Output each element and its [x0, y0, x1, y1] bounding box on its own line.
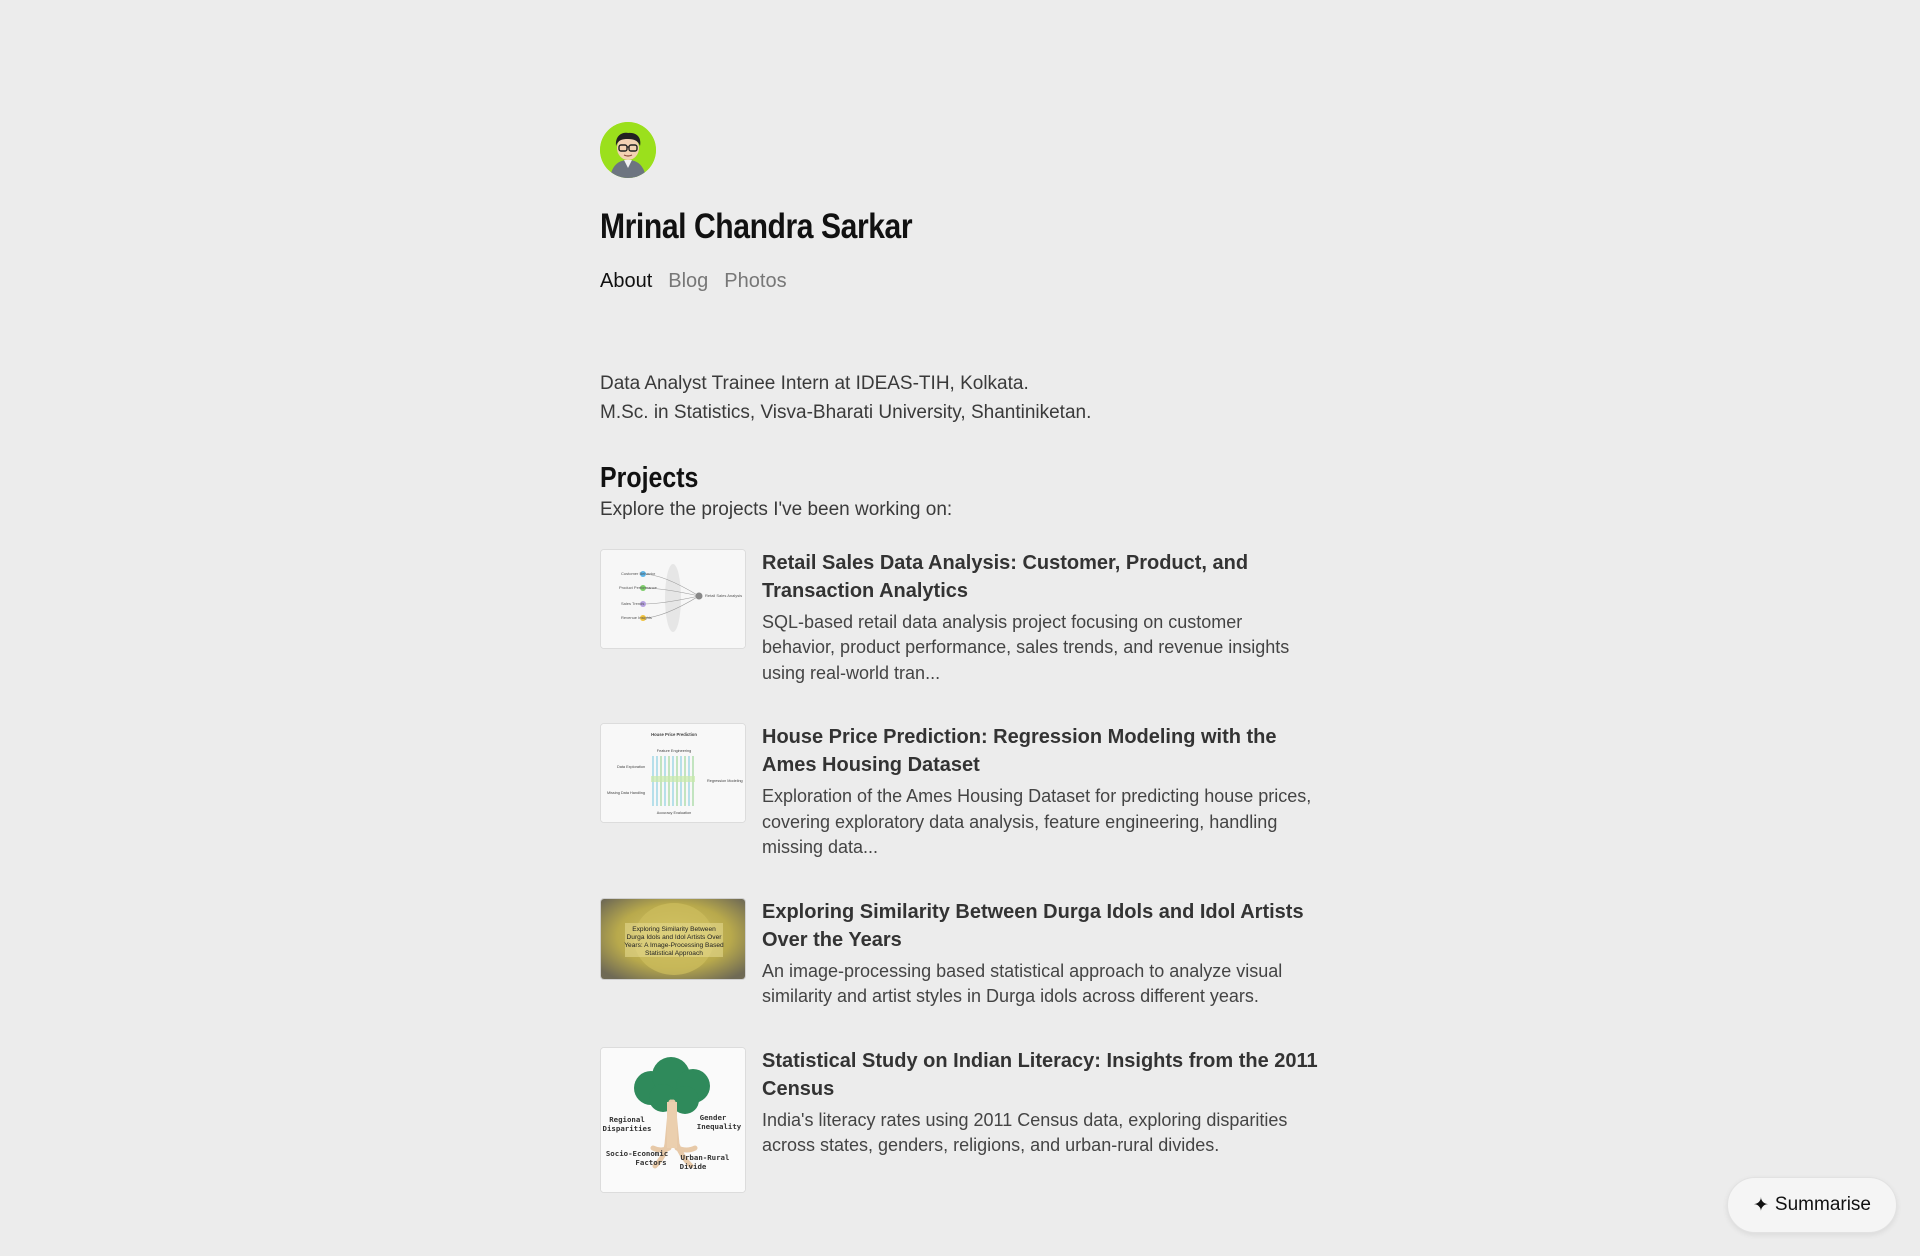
thumb-label: Years: A Image-Processing Based	[624, 941, 724, 949]
thumb-label: Retail Sales Analysis	[705, 592, 743, 598]
project-thumbnail[interactable]	[600, 898, 746, 980]
thumb-label: Inequality	[696, 1121, 742, 1131]
thumb-label: Socio-Economic	[605, 1148, 669, 1158]
thumb-label: Feature Engineering	[656, 749, 692, 754]
project-item-literacy[interactable]	[600, 1047, 1320, 1193]
projects-heading: Projects	[600, 462, 699, 494]
summarise-label: Summarise	[1774, 1194, 1871, 1215]
project-info	[762, 1047, 1320, 1193]
project-title[interactable]: Exploring Similarity Between Durga Idols and Idol Artists Over the Years	[762, 900, 1304, 951]
thumb-label: Sales Trends	[621, 600, 645, 606]
thumb-label: House Price Prediction	[651, 732, 697, 738]
thumb-label: Missing Data Handling	[607, 791, 645, 796]
thumb-label: Regression Modeling	[707, 779, 743, 784]
bio-line-education: M.Sc. in Statistics, Visva-Bharati University, Shantiniketan.	[600, 402, 1092, 423]
thumb-label: Data Exploration	[617, 765, 646, 770]
project-item-house-price[interactable]	[600, 723, 1320, 861]
summarise-button[interactable]	[1727, 1177, 1897, 1233]
project-item-durga[interactable]	[600, 898, 1320, 1010]
project-info	[762, 898, 1320, 1010]
project-description: SQL-based retail data analysis project focusing on customer behavior, product performance, sales trends, and revenue insights using real-world tran...	[762, 611, 1290, 683]
project-title[interactable]: House Price Prediction: Regression Modeling with the Ames Housing Dataset	[762, 726, 1277, 777]
project-list	[600, 549, 1320, 1193]
project-description: Exploration of the Ames Housing Dataset for predicting house prices, covering exploratory data analysis, feature engineering, handling missing data...	[762, 786, 1312, 858]
bio-line-role: Data Analyst Trainee Intern at IDEAS-TIH, Kolkata.	[600, 373, 1029, 394]
thumb-label: Disparities	[602, 1123, 652, 1133]
thumb-label: Regional	[609, 1114, 645, 1124]
thumb-label: Accuracy Evaluation	[656, 811, 692, 816]
project-thumbnail[interactable]	[600, 549, 746, 649]
main-column	[600, 122, 1320, 1230]
idol-image-icon	[601, 899, 746, 980]
project-title[interactable]: Retail Sales Data Analysis: Customer, Product, and Transaction Analytics	[762, 551, 1249, 602]
avatar-icon[interactable]	[600, 122, 656, 178]
project-description: An image-processing based statistical approach to analyze visual similarity and artist styles in Durga idols across different years.	[762, 960, 1283, 1007]
thumb-label: Gender	[699, 1112, 727, 1122]
mindmap-icon	[601, 550, 746, 649]
project-title[interactable]: Statistical Study on Indian Literacy: Insights from the 2011 Census	[762, 1049, 1318, 1100]
sparkle-icon: ✦	[1753, 1194, 1769, 1216]
chart-icon	[601, 724, 746, 823]
thumb-label: Revenue Insights	[621, 614, 652, 620]
nav-about[interactable]: About	[600, 270, 653, 292]
thumb-label: Exploring Similarity Between	[632, 925, 716, 933]
project-info	[762, 723, 1320, 861]
project-item-retail[interactable]	[600, 549, 1320, 687]
project-description: India's literacy rates using 2011 Census data, exploring disparities across states, genders, religions, and urban-rural divides.	[762, 1109, 1288, 1156]
page-title: Mrinal Chandra Sarkar	[600, 207, 913, 246]
nav-blog[interactable]: Blog	[668, 270, 709, 292]
project-thumbnail[interactable]	[600, 723, 746, 823]
thumb-label: Divide	[679, 1161, 707, 1171]
thumb-label: Urban-Rural	[680, 1152, 730, 1162]
thumb-label: Statistical Approach	[645, 949, 703, 957]
thumb-label: Factors	[635, 1157, 667, 1167]
bio	[600, 369, 1320, 427]
thumb-label: Product Performance	[619, 584, 657, 590]
project-info	[762, 549, 1320, 687]
thumb-label: Durga Idols and Idol Artists Over	[626, 933, 722, 941]
projects-subtitle: Explore the projects I've been working on:	[600, 498, 953, 520]
nav-photos[interactable]: Photos	[724, 270, 787, 292]
thumb-label: Customer Behavior	[621, 570, 656, 576]
project-thumbnail[interactable]	[600, 1047, 746, 1193]
tree-icon	[601, 1048, 746, 1193]
main-nav	[600, 270, 1320, 293]
